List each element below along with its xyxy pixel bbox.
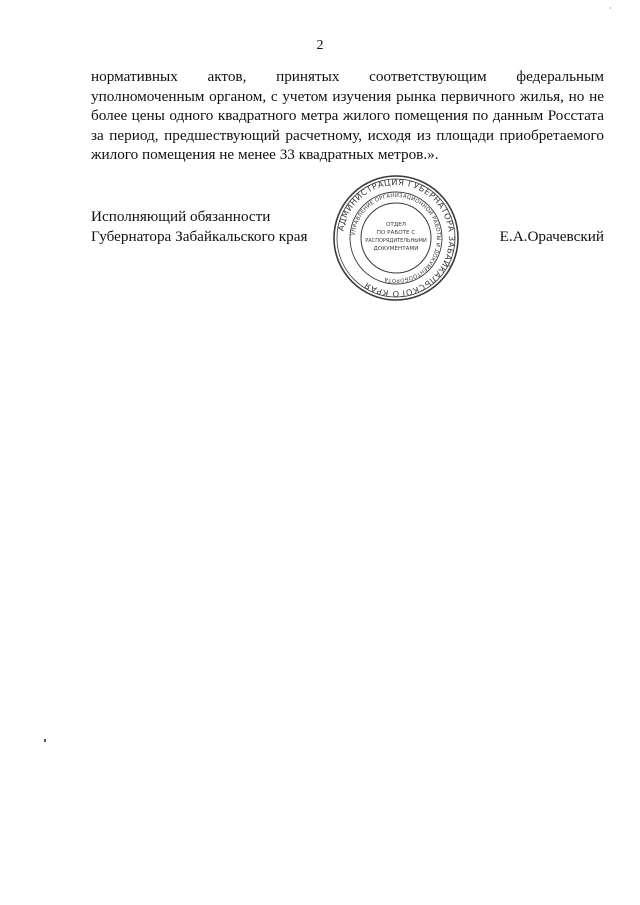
signatory-position-line-1: Исполняющий обязанности <box>91 208 271 225</box>
body-paragraph: нормативных актов, принятых соответствующим федеральным уполномоченным органом, с учетом изучения рынка первичного жилья, но не более цены одного квадратного метра жилого помещения по данным Росстата за период, предшествующий расчетному, исходя из площади приобретаемого жилого помещения не менее 33 квадратных метров.». <box>91 68 604 163</box>
scan-speck <box>44 739 46 742</box>
page-number: 2 <box>316 38 324 53</box>
signatory-position-line-2: Губернатора Забайкальского края <box>91 227 308 245</box>
seal-center-line-3: РАСПОРЯДИТЕЛЬНЫМИ <box>365 238 427 244</box>
seal-inner-ring-text: УПРАВЛЕНИЕ ОРГАНИЗАЦИОННОЙ РАБОТЫ И ДОКУМЕНТООБОРОТА <box>351 192 442 284</box>
seal-icon <box>331 173 461 303</box>
seal-center-line-4: ДОКУМЕНТАМИ <box>373 246 419 252</box>
signatory-position <box>91 207 307 246</box>
scan-speck-corner <box>610 7 611 9</box>
signatory-name: Е.А.Орачевский <box>499 227 604 245</box>
official-seal-stamp <box>331 173 461 303</box>
seal-center-line-2: ПО РАБОТЕ С <box>376 230 416 236</box>
seal-center-line-1: ОТДЕЛ <box>386 222 406 228</box>
seal-outer-text: АДМИНИСТРАЦИЯ ГУБЕРНАТОРА ЗАБАЙКАЛЬСКОГО КРАЯ <box>335 176 458 300</box>
